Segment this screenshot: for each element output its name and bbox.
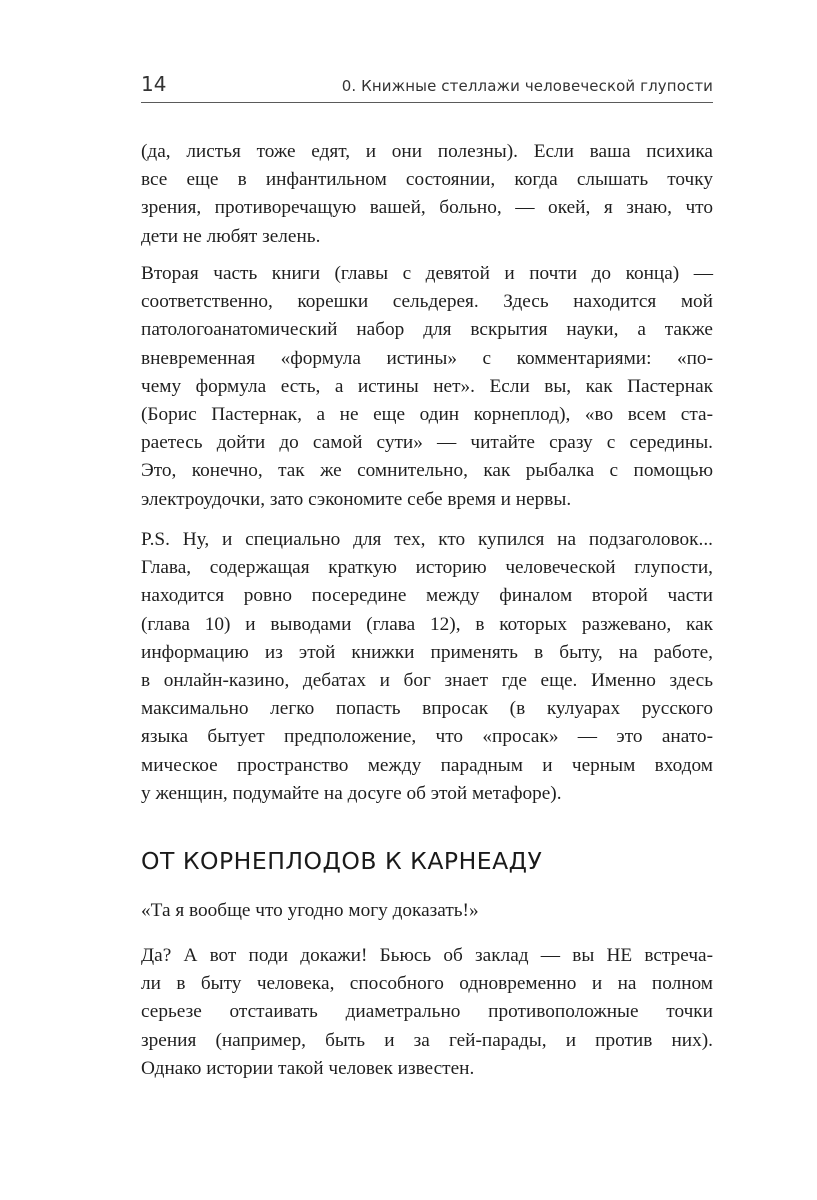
paragraph-3: [141, 526, 713, 808]
text-line: мическое пространство между парадным и черным входом: [141, 754, 713, 776]
text-line: языка бытует предположение, что «просак» — это анато-: [141, 726, 713, 748]
text-line: Однако истории такой человек известен.: [141, 1057, 475, 1079]
running-header: [141, 70, 713, 103]
text-line: Да? А вот поди докажи! Бьюсь об заклад — вы НЕ встреча-: [141, 945, 713, 966]
section-heading: ОТ КОРНЕПЛОДОВ К КАРНЕАДУ: [141, 847, 543, 875]
text-line: зрения, противоречащую вашей, больно, — окей, я знаю, что: [141, 197, 713, 219]
page-number: 14: [141, 72, 167, 96]
paragraph-1: [141, 138, 713, 251]
text-line: вневременная «формула истины» с комментариями: «по-: [141, 347, 713, 369]
text-line: у женщин, подумайте на досуге об этой метафоре).: [141, 782, 562, 804]
text-line: (Борис Пастернак, а не еще один корнеплод), «во всем ста-: [141, 404, 713, 426]
section-paragraph: [141, 942, 713, 1083]
text-line: находится ровно посередине между финалом второй части: [141, 585, 713, 607]
text-line: Вторая часть книги (главы с девятой и почти до конца) —: [141, 263, 713, 284]
text-line: патологоанатомический набор для вскрытия науки, а также: [141, 319, 713, 341]
text-line: информацию из этой книжки применять в быту, на работе,: [141, 641, 713, 663]
paragraph-2: [141, 260, 713, 514]
running-title: 0. Книжные стеллажи человеческой глупости: [341, 77, 713, 95]
text-line: серьезе отстаивать диаметрально противоположные точки: [141, 1001, 713, 1023]
text-line: дети не любят зелень.: [141, 225, 321, 247]
text-line: электроудочки, зато сэкономите себе время и нервы.: [141, 488, 572, 510]
text-line: в онлайн-казино, дебатах и бог знает где еще. Именно здесь: [141, 670, 713, 692]
quote-line: «Та я вообще что угодно могу доказать!»: [141, 900, 479, 921]
text-line: чему формула есть, а истины нет». Если вы, как Пастернак: [141, 375, 713, 397]
text-line: Это, конечно, так же сомнительно, как рыбалка с помощью: [141, 460, 713, 482]
text-line: раетесь дойти до самой сути» — читайте сразу с середины.: [141, 432, 713, 454]
text-line: ли в быту человека, способного одновременно и на полном: [141, 973, 713, 995]
text-line: соответственно, корешки сельдерея. Здесь находится мой: [141, 291, 713, 313]
text-line: максимально легко попасть впросак (в кулуарах русского: [141, 698, 713, 720]
text-line: зрения (например, быть и за гей-парады, и против них).: [141, 1029, 713, 1051]
text-line: (да, листья тоже едят, и они полезны). Если ваша психика: [141, 141, 713, 162]
section-quote: [141, 897, 713, 925]
text-line: Глава, содержащая краткую историю человеческой глупости,: [141, 557, 713, 579]
text-line: (глава 10) и выводами (глава 12), в которых разжевано, как: [141, 613, 713, 635]
text-line: все еще в инфантильном состоянии, когда слышать точку: [141, 169, 713, 191]
text-line: P.S. Ну, и специально для тех, кто купился на подзаголовок...: [141, 529, 713, 550]
